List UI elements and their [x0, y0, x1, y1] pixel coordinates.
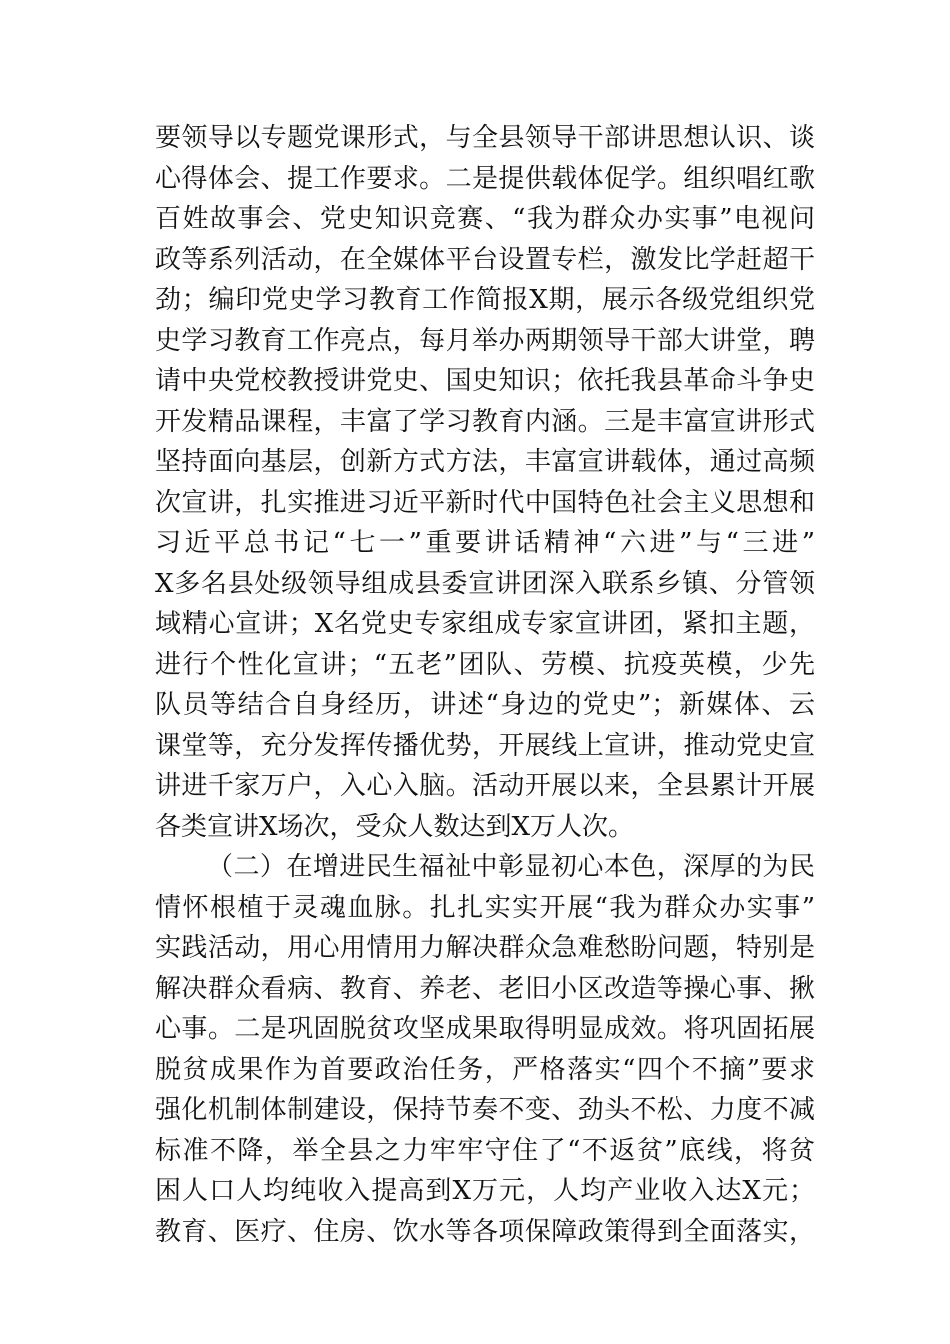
text-line: 情怀根植于灵魂血脉。扎扎实实开展“我为群众办实事” — [155, 892, 815, 923]
text-line: 讲进千家万户，入心入脑。活动开展以来，全县累计开展 — [155, 771, 815, 801]
text-line: 困人口人均纯收入提高到X万元，人均产业收入达X元； — [155, 1176, 815, 1206]
text-line: 教育、医疗、住房、饮水等各项保障政策得到全面落实， — [155, 1216, 815, 1247]
paragraph-1 — [155, 118, 815, 847]
text-line: 心得体会、提工作要求。二是提供载体促学。组织唱红歌 — [155, 163, 815, 194]
text-line: 习近平总书记“七一”重要讲话精神“六进”与“三进” — [155, 528, 815, 558]
text-line: 史学习教育工作亮点，每月举办两期领导干部大讲堂，聘 — [155, 325, 815, 356]
document-body — [155, 118, 815, 1252]
text-line: X多名县处级领导组成县委宣讲团深入联系乡镇、分管领 — [155, 568, 815, 599]
text-line: 开发精品课程，丰富了学习教育内涵。三是丰富宣讲形式 — [155, 406, 815, 437]
text-line: 心事。二是巩固脱贫攻坚成果取得明显成效。将巩固拓展 — [155, 1014, 815, 1044]
text-line: 脱贫成果作为首要政治任务，严格落实“四个不摘”要求 — [155, 1054, 815, 1085]
text-line: 劲；编印党史学习教育工作简报X期，展示各级党组织党 — [155, 285, 815, 315]
text-line: 要领导以专题党课形式，与全县领导干部讲思想认识、谈 — [155, 123, 815, 153]
text-line: 实践活动，用心用情用力解决群众急难愁盼问题，特别是 — [155, 933, 815, 963]
text-line: 请中央党校教授讲党史、国史知识；依托我县革命斗争史 — [155, 366, 815, 396]
text-line: 坚持面向基层，创新方式方法，丰富宣讲载体，通过高频 — [155, 447, 815, 477]
paragraph-2 — [155, 847, 815, 1252]
text-line: 政等系列活动，在全媒体平台设置专栏，激发比学赶超干 — [155, 244, 815, 275]
text-line: 标准不降，举全县之力牢牢守住了“不返贫”底线，将贫 — [155, 1135, 815, 1166]
text-line: 课堂等，充分发挥传播优势，开展线上宣讲，推动党史宣 — [155, 730, 815, 761]
text-line: 域精心宣讲；X名党史专家组成专家宣讲团，紧扣主题， — [155, 609, 815, 639]
text-line: 进行个性化宣讲；“五老”团队、劳模、抗疫英模，少先 — [155, 649, 815, 680]
text-line: 解决群众看病、教育、养老、老旧小区改造等操心事、揪 — [155, 973, 815, 1004]
text-line: 强化机制体制建设，保持节奏不变、劲头不松、力度不减 — [155, 1095, 815, 1125]
text-line: （二）在增进民生福祉中彰显初心本色，深厚的为民 — [207, 852, 815, 882]
text-line: 百姓故事会、党史知识竞赛、“我为群众办实事”电视问 — [155, 204, 815, 234]
text-line: 次宣讲，扎实推进习近平新时代中国特色社会主义思想和 — [155, 487, 815, 518]
text-line: 各类宣讲X场次，受众人数达到X万人次。 — [155, 811, 635, 842]
text-line: 队员等结合自身经历，讲述“身边的党史”；新媒体、云 — [155, 690, 815, 720]
